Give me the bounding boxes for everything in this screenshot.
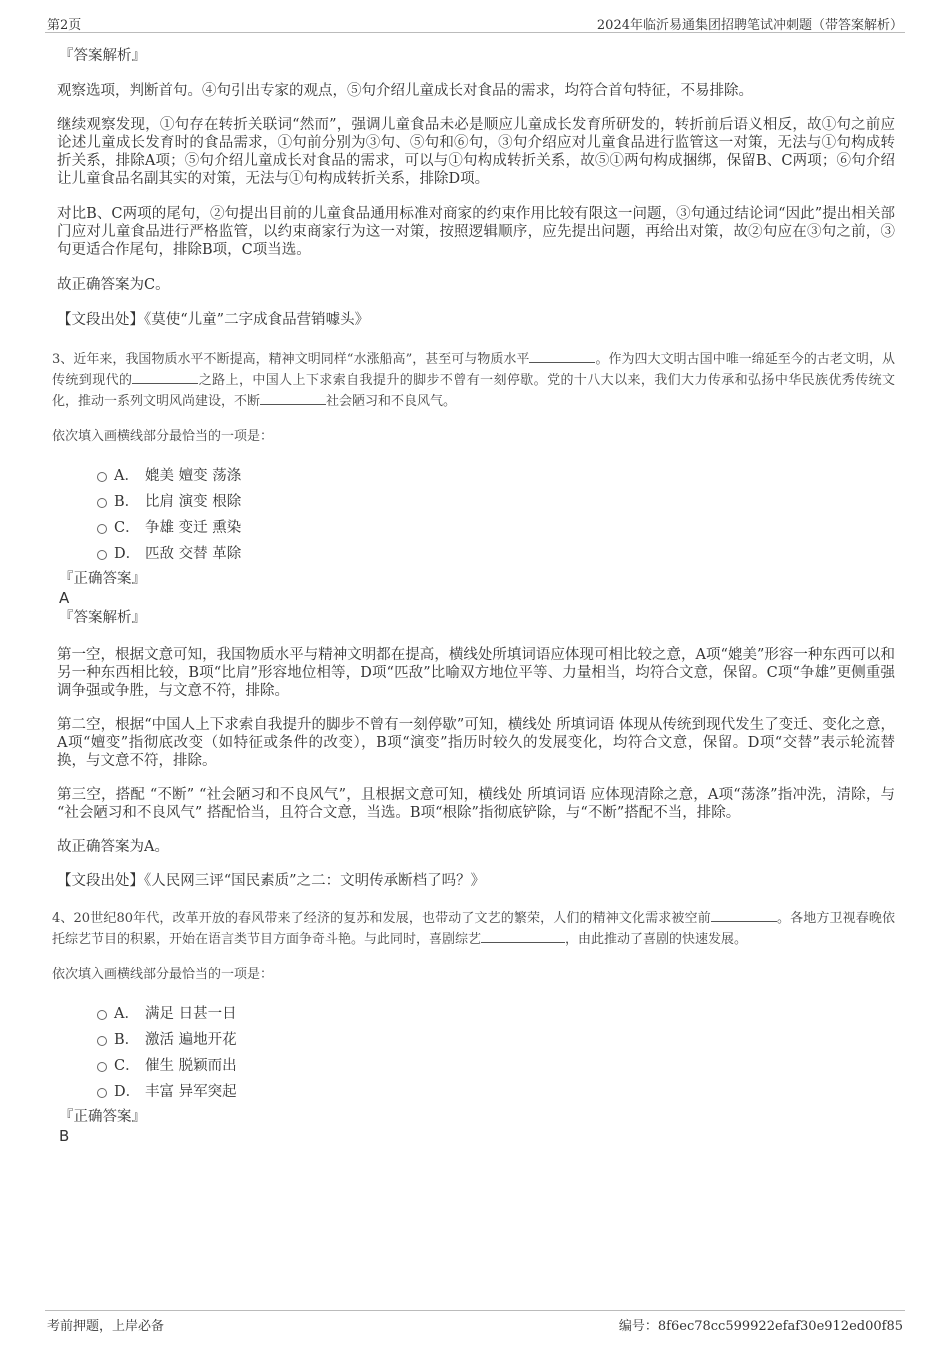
- radio-icon[interactable]: [97, 1062, 107, 1072]
- q2-analysis-paragraph: 继续观察发现，①句存在转折关联词“然而”，强调儿童食品未必是顺应儿童成长发育所研发的，转折前后语义相反，故①句之前应论述儿童成长发育时的食品需求，①句前分别为③句、⑤句和⑥句，③句介绍应对儿童食品进行监管这一对策，无法与①句构成转折关系，排除A项；⑤句介绍儿童成长对食品的需求，可以与①句构成转折关系，故⑤①两句构成捆绑，保留B、C两项；⑥句介绍让儿童食品名副其实的对策，无法与①句构成转折关系，排除D项。: [57, 117, 895, 187]
- radio-icon[interactable]: [97, 472, 107, 482]
- q3-analysis-paragraph: 第二空，根据“中国人上下求索自我提升的脚步不曾有一刻停歇”可知，横线处 所填词语 体现从传统到现代发生了变迁、变化之意，A项“嬗变”指彻底改变（如特征或条件的改变），B项“演变”指历时较久的发展变化，均符合文意，保留。D项“交替”表示轮流替换，与文意不符，排除。: [57, 717, 895, 769]
- radio-icon[interactable]: [97, 1088, 107, 1098]
- page-number: 第2页: [47, 18, 82, 33]
- fill-blank: [260, 392, 326, 405]
- radio-icon[interactable]: [97, 524, 107, 534]
- q4-options: [95, 1001, 895, 1105]
- fill-blank: [481, 930, 565, 943]
- q2-analysis-label: 『答案解析』: [59, 48, 146, 64]
- radio-icon[interactable]: [97, 1036, 107, 1046]
- q3-option-a[interactable]: A． 媲美 嬗变 荡涤: [95, 463, 895, 489]
- q3-option-b[interactable]: B． 比肩 演变 根除: [95, 489, 895, 515]
- q3-analysis-paragraph: 第三空，搭配 “不断” “社会陋习和不良风气”，且根据文意可知，横线处 所填词语 应体现清除之意，A项“荡涤”指冲洗，清除，与 “社会陋习和不良风气” 搭配恰当，且符合文意，当选。B项“根除”指彻底铲除，与“不断”搭配不当，排除。: [57, 787, 895, 821]
- q3-answer-conclusion: 故正确答案为A。: [57, 839, 169, 855]
- q3-options: [95, 463, 895, 567]
- q3-option-d[interactable]: D． 匹敌 交替 革除: [95, 541, 895, 567]
- q4-prompt: 依次填入画横线部分最恰当的一项是：: [52, 967, 274, 982]
- q2-source: 【文段出处】《莫使“儿童”二字成食品营销噱头》: [57, 312, 370, 328]
- q3-analysis-label: 『答案解析』: [59, 610, 146, 626]
- q4-correct-label: 『正确答案』: [59, 1109, 146, 1125]
- fill-blank: [711, 909, 777, 922]
- q4-option-a[interactable]: A． 满足 日甚一日: [95, 1001, 895, 1027]
- page-footer: [45, 1310, 905, 1333]
- radio-icon[interactable]: [97, 498, 107, 508]
- fill-blank: [132, 371, 198, 384]
- radio-icon[interactable]: [97, 550, 107, 560]
- radio-icon[interactable]: [97, 1010, 107, 1020]
- q3-source: 【文段出处】《人民网三评“国民素质”之二：文明传承断档了吗？》: [57, 873, 486, 889]
- fill-blank: [529, 350, 595, 363]
- q3-correct-answer: A: [59, 589, 70, 607]
- footer-slogan: 考前押题，上岸必备: [47, 1319, 165, 1334]
- q4-option-c[interactable]: C． 催生 脱颖而出: [95, 1053, 895, 1079]
- q2-analysis-paragraph: 观察选项，判断首句。④句引出专家的观点，⑤句介绍儿童成长对食品的需求，均符合首句特征，不易排除。: [57, 83, 753, 99]
- page-header: [45, 12, 905, 33]
- q3-correct-label: 『正确答案』: [59, 571, 146, 587]
- q3-option-c[interactable]: C． 争雄 变迁 熏染: [95, 515, 895, 541]
- q4-correct-answer: B: [59, 1127, 70, 1145]
- q4-stem: 4、20世纪80年代，改革开放的春风带来了经济的复苏和发展，也带动了文艺的繁荣，人们的精神文化需求被空前 。各地方卫视春晚依托综艺节目的积累，开始在语言类节目方面争奇斗艳。与此同时，喜剧综艺 ，由此推动了喜剧的快速发展。: [52, 911, 895, 947]
- q3-prompt: 依次填入画横线部分最恰当的一项是：: [52, 429, 274, 444]
- q2-analysis-paragraph: 对比B、C两项的尾句，②句提出目前的儿童食品通用标准对商家的约束作用比较有限这一问题，③句通过结论词“因此”提出相关部门应对儿童食品进行严格监管，以约束商家行为这一对策，按照逻辑顺序，应先提出问题，再给出对策，故②句应在③句之前，③句更适合作尾句，排除B项，C项当选。: [57, 206, 895, 258]
- q3-stem: 3、近年来，我国物质水平不断提高，精神文明同样“水涨船高”，甚至可与物质水平 。作为四大文明古国中唯一绵延至今的古老文明，从传统到现代的 之路上，中国人上下求索自我提升的脚步不曾有一刻停歇。党的十八大以来，我们大力传承和弘扬中华民族优秀传统文化，推动一系列文明风尚建设，不断 社会陋习和不良风气。: [52, 352, 895, 409]
- q4-option-b[interactable]: B． 激活 遍地开花: [95, 1027, 895, 1053]
- document-id: 编号：8f6ec78cc599922efaf30e912ed00f85: [618, 1319, 903, 1334]
- page-content: [52, 46, 895, 1146]
- q4-option-d[interactable]: D． 丰富 异军突起: [95, 1079, 895, 1105]
- q2-answer-conclusion: 故正确答案为C。: [57, 277, 170, 293]
- q3-analysis-paragraph: 第一空，根据文意可知，我国物质水平与精神文明都在提高，横线处所填词语应体现可相比较之意，A项“媲美”形容一种东西可以和另一种东西相比较，B项“比肩”形容地位相等，D项“匹敌”比喻双方地位平等、力量相当，均符合文意，保留。C项“争雄”更侧重强调争强或争胜，与文意不符，排除。: [57, 647, 895, 699]
- document-title: 2024年临沂易通集团招聘笔试冲刺题（带答案解析）: [596, 18, 903, 33]
